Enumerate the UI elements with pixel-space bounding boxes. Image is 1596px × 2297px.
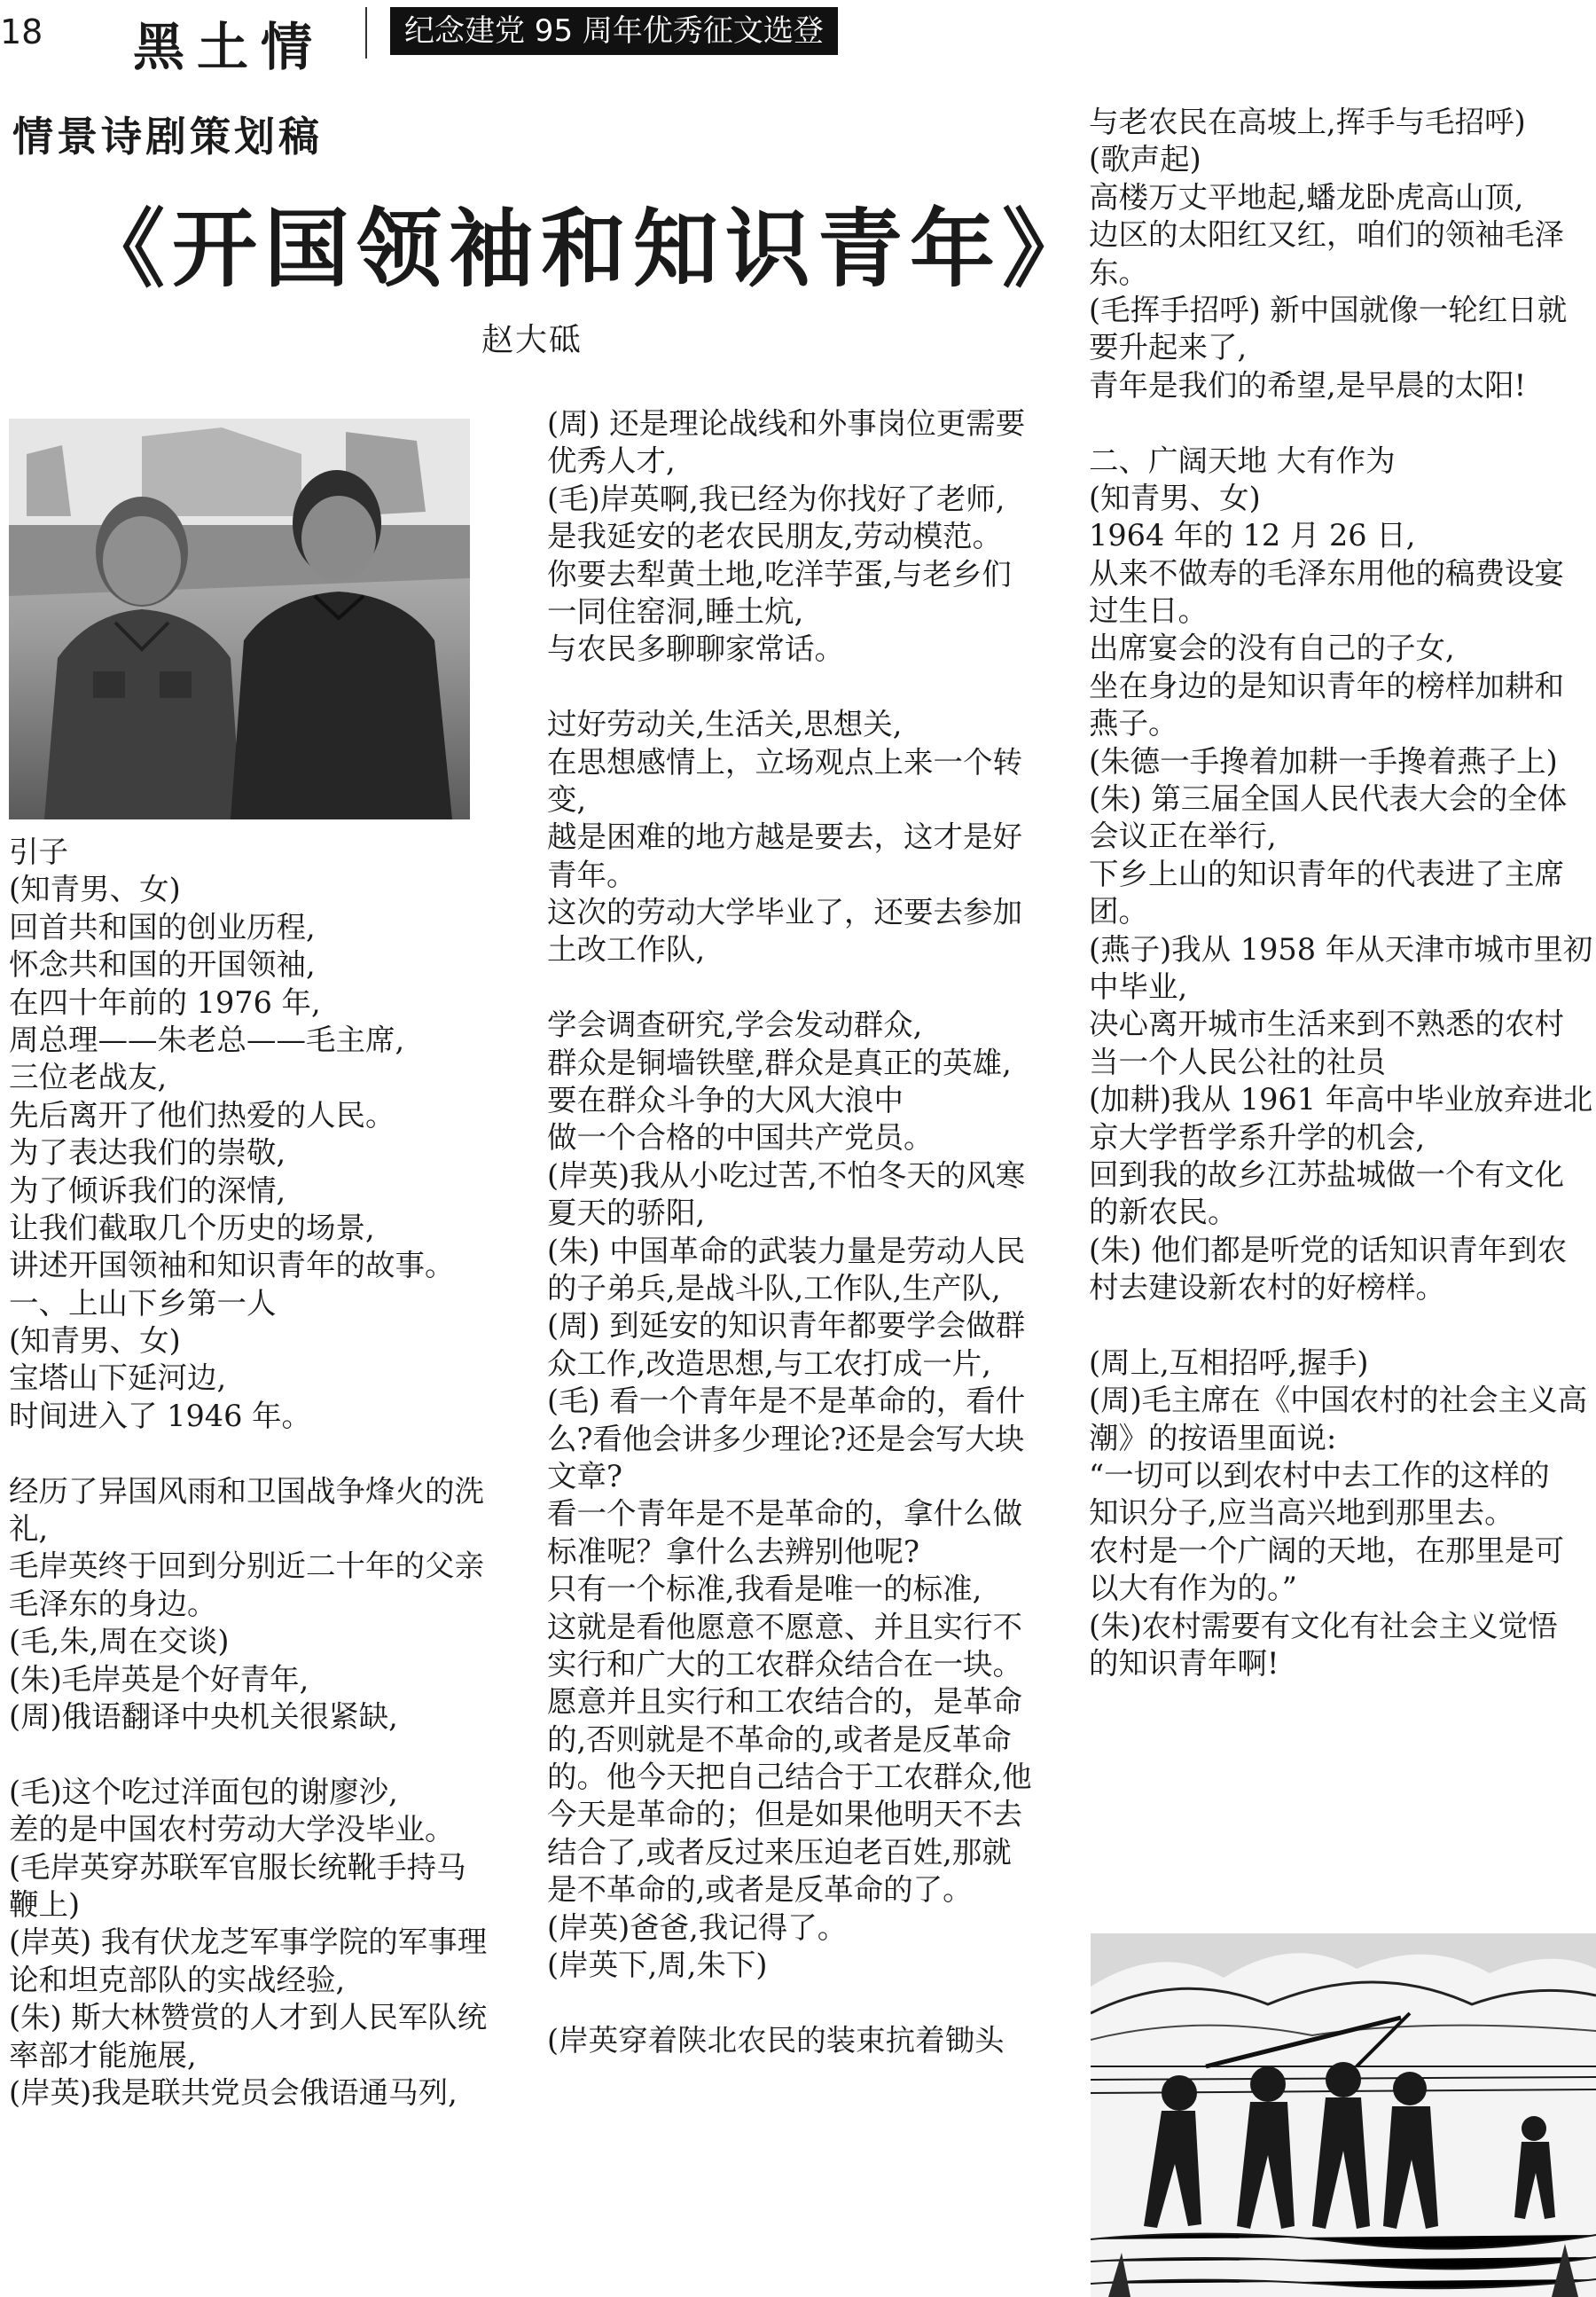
- text-line: 你要去犁黄土地,吃洋芋蛋,与老乡们: [547, 556, 1012, 592]
- text-line: 回首共和国的创业历程,: [9, 909, 316, 945]
- text-line: 以大有作为的。”: [1089, 1571, 1297, 1606]
- text-line: 标准呢？拿什么去辨别他呢?: [547, 1533, 919, 1569]
- text-line: 青年。: [547, 857, 637, 892]
- text-line: 知识分子,应当高兴地到那里去。: [1089, 1495, 1514, 1531]
- text-column-1: [9, 834, 487, 2112]
- text-line: (周) 还是理论战线和外事岗位更需要: [547, 406, 1026, 441]
- text-line: [547, 969, 1032, 1007]
- text-line: 下乡上山的知识青年的代表进了主席: [1089, 856, 1564, 891]
- text-line: (朱)毛岸英是个好青年,: [9, 1661, 309, 1697]
- historical-photo: [9, 419, 470, 819]
- text-line: 鞭上): [9, 1886, 81, 1922]
- header-divider: [365, 7, 367, 59]
- text-line: (毛岸英穿苏联军官服长统靴手持马: [9, 1849, 466, 1885]
- text-line: (毛,朱,周在交谈): [9, 1624, 230, 1659]
- text-line: 只有一个标准,我看是唯一的标准,: [547, 1572, 982, 1607]
- text-line: 的新农民。: [1089, 1195, 1238, 1230]
- text-line: “一切可以到农村中去工作的这样的: [1089, 1458, 1550, 1493]
- text-line: 会议正在举行,: [1089, 819, 1277, 854]
- text-line: [547, 669, 1032, 706]
- text-line: (周) 到延安的知识青年都要学会做群: [547, 1308, 1026, 1344]
- text-line: 决心离开城市生活来到不熟悉的农村: [1089, 1007, 1564, 1042]
- text-line: (毛)岸英啊,我已经为你找好了老师,: [547, 481, 1005, 516]
- text-line: 的子弟兵,是战斗队,工作队,生产队,: [547, 1270, 1001, 1305]
- text-line: 优秀人才,: [547, 443, 676, 479]
- text-line: 在思想感情上，立场观点上来一个转: [547, 744, 1022, 780]
- text-line: 礼,: [9, 1511, 49, 1547]
- magazine-name: 黑土情: [133, 17, 325, 77]
- text-line: 东。: [1089, 255, 1148, 290]
- text-line: (加耕)我从 1961 年高中毕业放弃进北: [1089, 1082, 1593, 1117]
- text-column-2: [547, 405, 1032, 2059]
- text-line: 农村是一个广阔的天地，在那里是可: [1089, 1533, 1564, 1568]
- section-label: 情景诗剧策划稿: [12, 113, 323, 161]
- text-line: 文章?: [547, 1458, 622, 1493]
- text-line: 经历了异国风雨和卫国战争烽火的洗: [9, 1473, 484, 1509]
- text-line: (朱) 他们都是听党的话知识青年到农: [1089, 1232, 1568, 1267]
- text-line: 让我们截取几个历史的场景,: [9, 1210, 375, 1245]
- text-line: (歌声起): [1089, 142, 1201, 177]
- text-line: 做一个合格的中国共产党员。: [547, 1120, 934, 1156]
- text-line: 讲述开国领袖和知识青年的故事。: [9, 1248, 455, 1283]
- text-line: (周上,互相招呼,握手): [1089, 1344, 1369, 1380]
- text-line: 当一个人民公社的社员: [1089, 1044, 1386, 1079]
- text-line: 团。: [1089, 894, 1148, 929]
- text-line: (朱) 斯大林赞赏的人才到人民军队统: [9, 2000, 488, 2035]
- text-line: 过生日。: [1089, 593, 1208, 629]
- text-line: 出席宴会的没有自己的子女,: [1089, 631, 1455, 666]
- page-number: 18: [0, 12, 43, 51]
- text-line: 为了表达我们的崇敬,: [9, 1135, 286, 1171]
- text-line: (知青男、女): [9, 1323, 181, 1359]
- section-banner: 纪念建党 95 周年优秀征文选登: [390, 7, 838, 55]
- text-line: 为了倾诉我们的深情,: [9, 1172, 286, 1208]
- text-line: 坐在身边的是知识青年的榜样加耕和: [1089, 668, 1564, 703]
- text-line: 三位老战友,: [9, 1060, 168, 1095]
- text-line: 与老农民在高坡上,挥手与毛招呼): [1089, 105, 1526, 139]
- text-line: 众工作,改造思想,与工农打成一片,: [547, 1345, 991, 1381]
- text-line: 要升起来了,: [1089, 330, 1248, 365]
- text-line: 的。他今天把自己结合于工农群众,他: [547, 1760, 1032, 1795]
- text-line: 燕子。: [1089, 706, 1178, 741]
- text-line: (周)俄语翻译中央机关很紧缺,: [9, 1698, 398, 1734]
- text-line: 从来不做寿的毛泽东用他的稿费设宴: [1089, 555, 1564, 591]
- text-line: (毛挥手招呼) 新中国就像一轮红日就: [1089, 292, 1568, 327]
- article-title: 《开国领袖和知识青年》: [80, 199, 1094, 299]
- text-line: 的,否则就是不革命的,或者是反革命: [547, 1721, 1012, 1757]
- text-line: 这次的劳动大学毕业了，还要去参加: [547, 895, 1022, 930]
- text-line: 宝塔山下延河边,: [9, 1360, 227, 1396]
- text-line: [9, 1435, 487, 1472]
- text-line: 引子: [9, 835, 68, 869]
- text-line: 京大学哲学系升学的机会,: [1089, 1119, 1426, 1155]
- text-line: (岸英穿着陕北农民的装束抗着锄头: [547, 2022, 1005, 2058]
- text-line: 今天是革命的；但是如果他明天不去: [547, 1797, 1022, 1832]
- text-line: 是我延安的老农民朋友,劳动模范。: [547, 519, 1003, 554]
- text-line: 回到我的故乡江苏盐城做一个有文化: [1089, 1156, 1564, 1192]
- text-line: 怀念共和国的开国领袖,: [9, 947, 316, 983]
- text-line: 学会调查研究,学会发动群众,: [547, 1007, 923, 1043]
- text-line: [1089, 1307, 1592, 1344]
- text-line: (岸英)我从小吃过苦,不怕冬天的风寒: [547, 1157, 1026, 1193]
- text-line: (岸英)我是联共党员会俄语通马列,: [9, 2074, 458, 2110]
- text-line: 时间进入了 1946 年。: [9, 1398, 312, 1433]
- text-line: 要在群众斗争的大风大浪中: [547, 1083, 904, 1118]
- text-line: 么?看他会讲多少理论?还是会写大块: [547, 1421, 1025, 1456]
- text-line: 群众是铜墙铁壁,群众是真正的英雄,: [547, 1045, 1012, 1080]
- text-line: (燕子)我从 1958 年从天津市城市里初: [1089, 931, 1593, 967]
- text-line: (毛) 看一个青年是不是革命的，看什: [547, 1384, 1026, 1419]
- text-line: 实行和广大的工农群众结合在一块。: [547, 1646, 1022, 1682]
- text-line: 高楼万丈平地起,蟠龙卧虎高山顶,: [1089, 179, 1524, 215]
- text-line: 与农民多聊聊家常话。: [547, 631, 844, 667]
- text-line: 一同住窑洞,睡土炕,: [547, 593, 804, 629]
- text-line: 变,: [547, 781, 587, 817]
- page-header: [0, 0, 1596, 77]
- text-line: 率部才能施展,: [9, 2037, 197, 2073]
- text-line: [547, 1984, 1032, 2021]
- text-line: 是不革命的,或者是反革命的了。: [547, 1872, 973, 1908]
- text-line: 周总理——朱老总——毛主席,: [9, 1022, 405, 1057]
- text-line: (岸英下,周,朱下): [547, 1948, 768, 1983]
- text-line: 过好劳动关,生活关,思想关,: [547, 707, 903, 742]
- text-line: 村去建设新农村的好榜样。: [1089, 1270, 1445, 1305]
- text-line: 论和坦克部队的实战经验,: [9, 1962, 346, 1997]
- text-line: 的知识青年啊!: [1089, 1646, 1279, 1682]
- text-line: (知青男、女): [9, 872, 181, 907]
- text-line: 先后离开了他们热爱的人民。: [9, 1097, 395, 1133]
- text-line: (朱) 中国革命的武装力量是劳动人民: [547, 1233, 1026, 1268]
- text-line: 潮》的按语里面说:: [1089, 1420, 1337, 1455]
- text-line: 在四十年前的 1976 年,: [9, 984, 321, 1020]
- text-line: (岸英) 我有伏龙芝军事学院的军事理: [9, 1925, 488, 1960]
- text-line: 土改工作队,: [547, 932, 706, 968]
- text-line: 结合了,或者反过来压迫老百姓,那就: [547, 1834, 1012, 1870]
- text-line: (周)毛主席在《中国农村的社会主义高: [1089, 1383, 1588, 1418]
- text-line: 差的是中国农村劳动大学没毕业。: [9, 1812, 455, 1847]
- text-line: (朱)农村需要有文化有社会主义觉悟: [1089, 1608, 1558, 1643]
- text-line: (岸英)爸爸,我记得了。: [547, 1909, 848, 1945]
- text-line: 这就是看他愿意不愿意、并且实行不: [547, 1609, 1022, 1644]
- text-line: 毛泽东的身边。: [9, 1586, 217, 1621]
- text-line: [9, 1736, 487, 1773]
- text-line: 看一个青年是不是革命的，拿什么做: [547, 1496, 1022, 1532]
- text-line: (知青男、女): [1089, 480, 1261, 515]
- woodcut-illustration: [1091, 1933, 1596, 2297]
- text-line: 一、上山下乡第一人: [9, 1285, 277, 1321]
- text-line: 边区的太阳红又红，咱们的领袖毛泽: [1089, 217, 1564, 253]
- text-line: [1089, 404, 1592, 442]
- text-line: 夏天的骄阳,: [547, 1196, 706, 1231]
- text-line: 二、广阔天地 大有作为: [1089, 443, 1396, 478]
- article-author: 赵大砥: [481, 322, 583, 358]
- text-line: 1964 年的 12 月 26 日,: [1089, 518, 1416, 553]
- text-line: 越是困难的地方越是要去，这才是好: [547, 819, 1022, 855]
- text-line: (朱德一手搀着加耕一手搀着燕子上): [1089, 743, 1558, 779]
- text-line: (毛)这个吃过洋面包的谢廖沙,: [9, 1774, 398, 1809]
- text-line: 青年是我们的希望,是早晨的太阳!: [1089, 367, 1527, 403]
- text-line: (朱) 第三届全国人民代表大会的全体: [1089, 781, 1568, 817]
- text-line: 中毕业,: [1089, 968, 1188, 1004]
- text-column-3: [1089, 104, 1592, 1682]
- text-line: 毛岸英终于回到分别近二十年的父亲: [9, 1548, 484, 1584]
- text-line: 愿意并且实行和工农结合的，是革命: [547, 1684, 1022, 1720]
